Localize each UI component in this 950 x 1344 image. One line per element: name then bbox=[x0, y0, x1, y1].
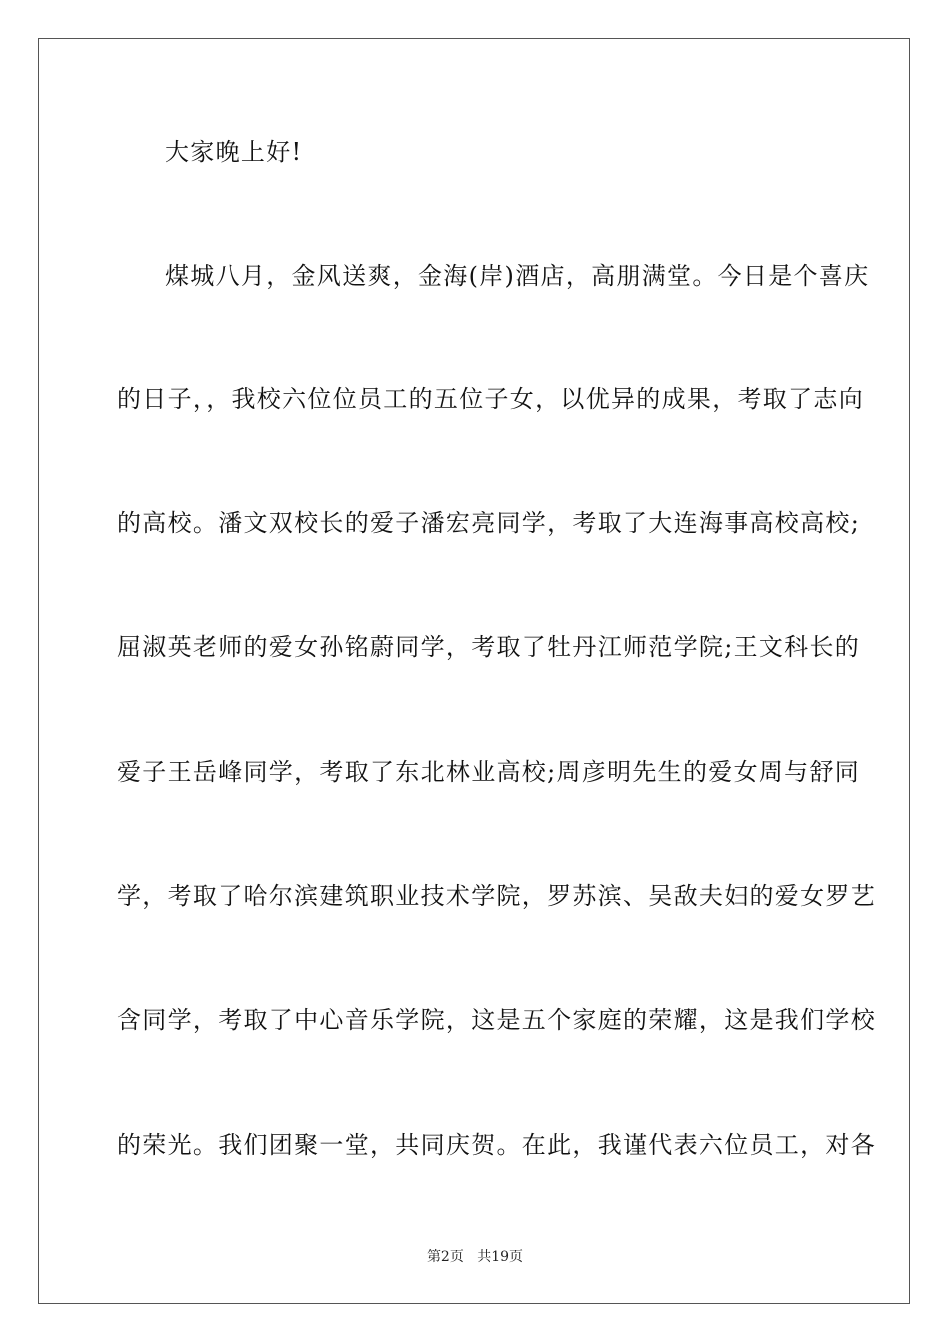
body-line-3: 的高校。潘文双校长的爱子潘宏亮同学，考取了大连海事高校高校; bbox=[117, 509, 861, 537]
body-line-4: 屈淑英老师的爱女孙铭蔚同学，考取了牡丹江师范学院;王文科长的 bbox=[117, 633, 861, 661]
body-line-7: 含同学，考取了中心音乐学院，这是五个家庭的荣耀，这是我们学校 bbox=[117, 1006, 876, 1034]
body-line-2: 的日子，，我校六位位员工的五位子女，以优异的成果，考取了志向 bbox=[117, 385, 864, 413]
page-border bbox=[38, 38, 910, 1304]
body-line-1: 煤城八月，金风送爽，金海(岸)酒店，高朋满堂。今日是个喜庆 bbox=[165, 262, 870, 290]
page-footer bbox=[0, 1248, 950, 1266]
greeting-line: 大家晚上好! bbox=[165, 138, 303, 166]
page-total: 共19页 bbox=[477, 1249, 524, 1265]
body-line-6: 学，考取了哈尔滨建筑职业技术学院，罗苏滨、吴敌夫妇的爱女罗艺 bbox=[117, 882, 876, 910]
body-line-8: 的荣光。我们团聚一堂，共同庆贺。在此，我谨代表六位员工，对各 bbox=[117, 1131, 876, 1159]
body-line-5: 爱子王岳峰同学，考取了东北林业高校;周彦明先生的爱女周与舒同 bbox=[117, 758, 861, 786]
page-number: 第2页 bbox=[426, 1249, 464, 1265]
